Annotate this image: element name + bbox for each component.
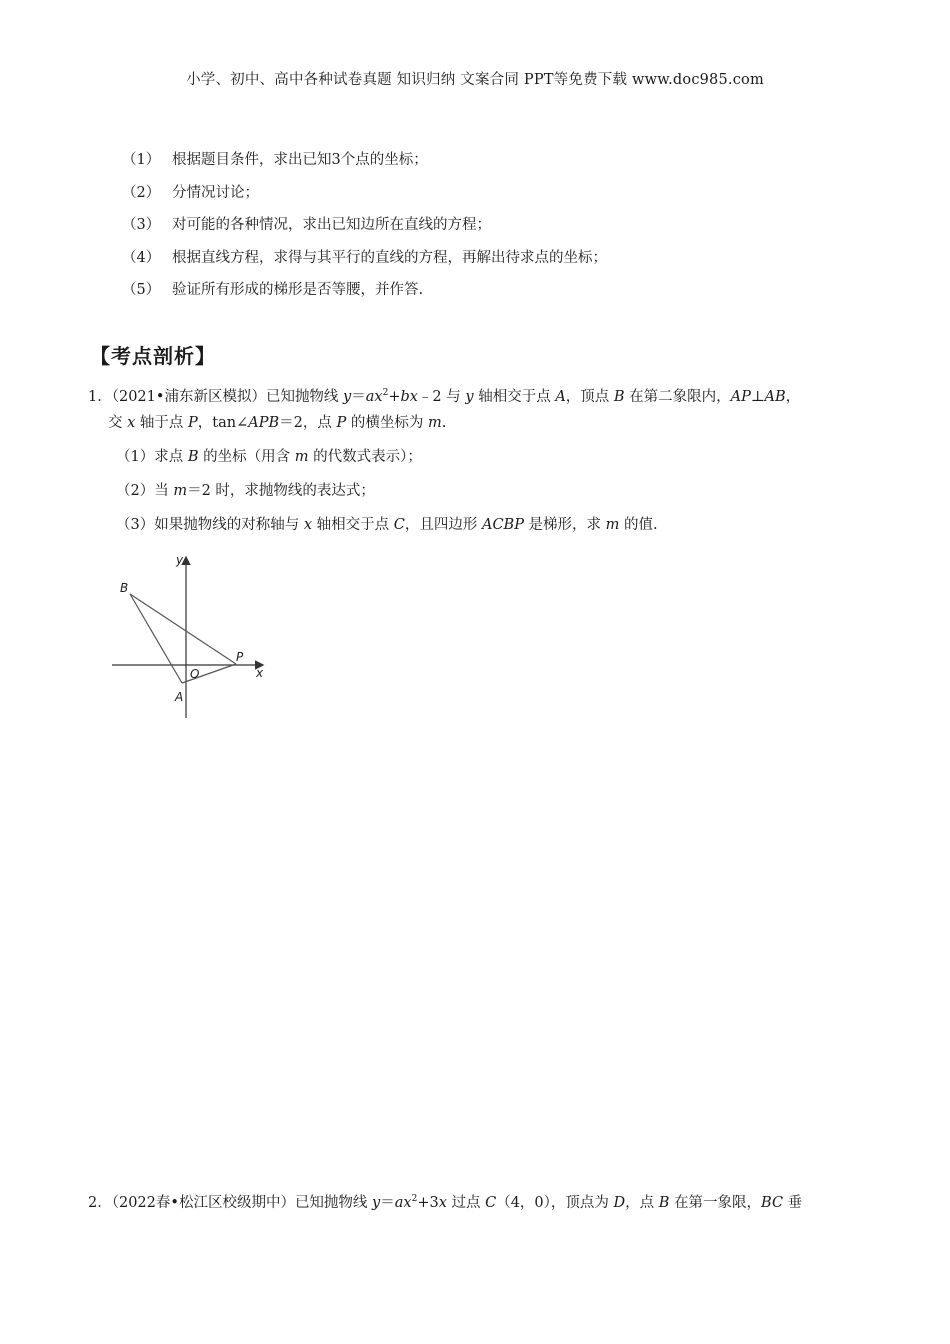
step-number: （1） — [122, 152, 161, 168]
step-number: （3） — [122, 217, 161, 233]
sub-question-1: （1）求点 B 的坐标（用含 m 的代数式表示）； — [116, 449, 422, 465]
label-p: P — [236, 650, 244, 664]
step-text: 根据直线方程，求得与其平行的直线的方程，再解出待求点的坐标； — [172, 249, 607, 266]
step-item — [122, 148, 607, 181]
page-header: 小学、初中、高中各种试卷真题 知识归纳 文案合同 PPT等免费下载 www.doc985.com — [186, 72, 764, 88]
geometry-figure — [100, 550, 280, 720]
label-y: y — [176, 553, 184, 567]
segment-ba — [130, 594, 182, 683]
question-1-stem-cont: 交 x 轴于点 P，tan∠APB＝2，点 P 的横坐标为 m. — [108, 415, 447, 431]
step-text: 验证所有形成的梯形是否等腰，并作答. — [172, 282, 424, 298]
segment-bp — [130, 594, 236, 664]
section-title: 【考点剖析】 — [90, 344, 216, 368]
step-text: 根据题目条件，求出已知3个点的坐标； — [172, 152, 428, 168]
step-number: （4） — [122, 249, 161, 266]
label-a: A — [175, 690, 184, 704]
question-1 — [88, 382, 878, 548]
method-steps — [122, 148, 607, 311]
step-item — [122, 213, 607, 246]
sub-question-3: （3）如果抛物线的对称轴与 x 轴相交于点 C，且四边形 ACBP 是梯形，求 m 的值. — [116, 517, 658, 533]
step-item — [122, 181, 607, 214]
label-o: O — [190, 667, 200, 681]
step-item — [122, 246, 607, 279]
step-number: （2） — [122, 184, 161, 201]
step-text: 对可能的各种情况，求出已知边所在直线的方程； — [172, 217, 491, 233]
sub-question-2: （2）当 m＝2 时，求抛物线的表达式； — [116, 483, 375, 499]
label-b: B — [120, 581, 129, 595]
step-number: （5） — [122, 282, 161, 298]
question-2: 2．（2022春•松江区校级期中）已知抛物线 $y=ax^2+3x$ 过点 C（4，0），顶点为 D，点 B 在第一象限，BC 垂 — [88, 1194, 803, 1211]
step-item — [122, 278, 607, 311]
step-text: 分情况讨论； — [172, 184, 259, 201]
question-1-stem: 1．（2021•浦东新区模拟）已知抛物线 $y=ax^2+bx﹣2$ 与 y 轴相交于点 A，顶点 B 在第二象限内，AP⊥AB， — [88, 388, 801, 405]
label-x: x — [256, 666, 264, 680]
